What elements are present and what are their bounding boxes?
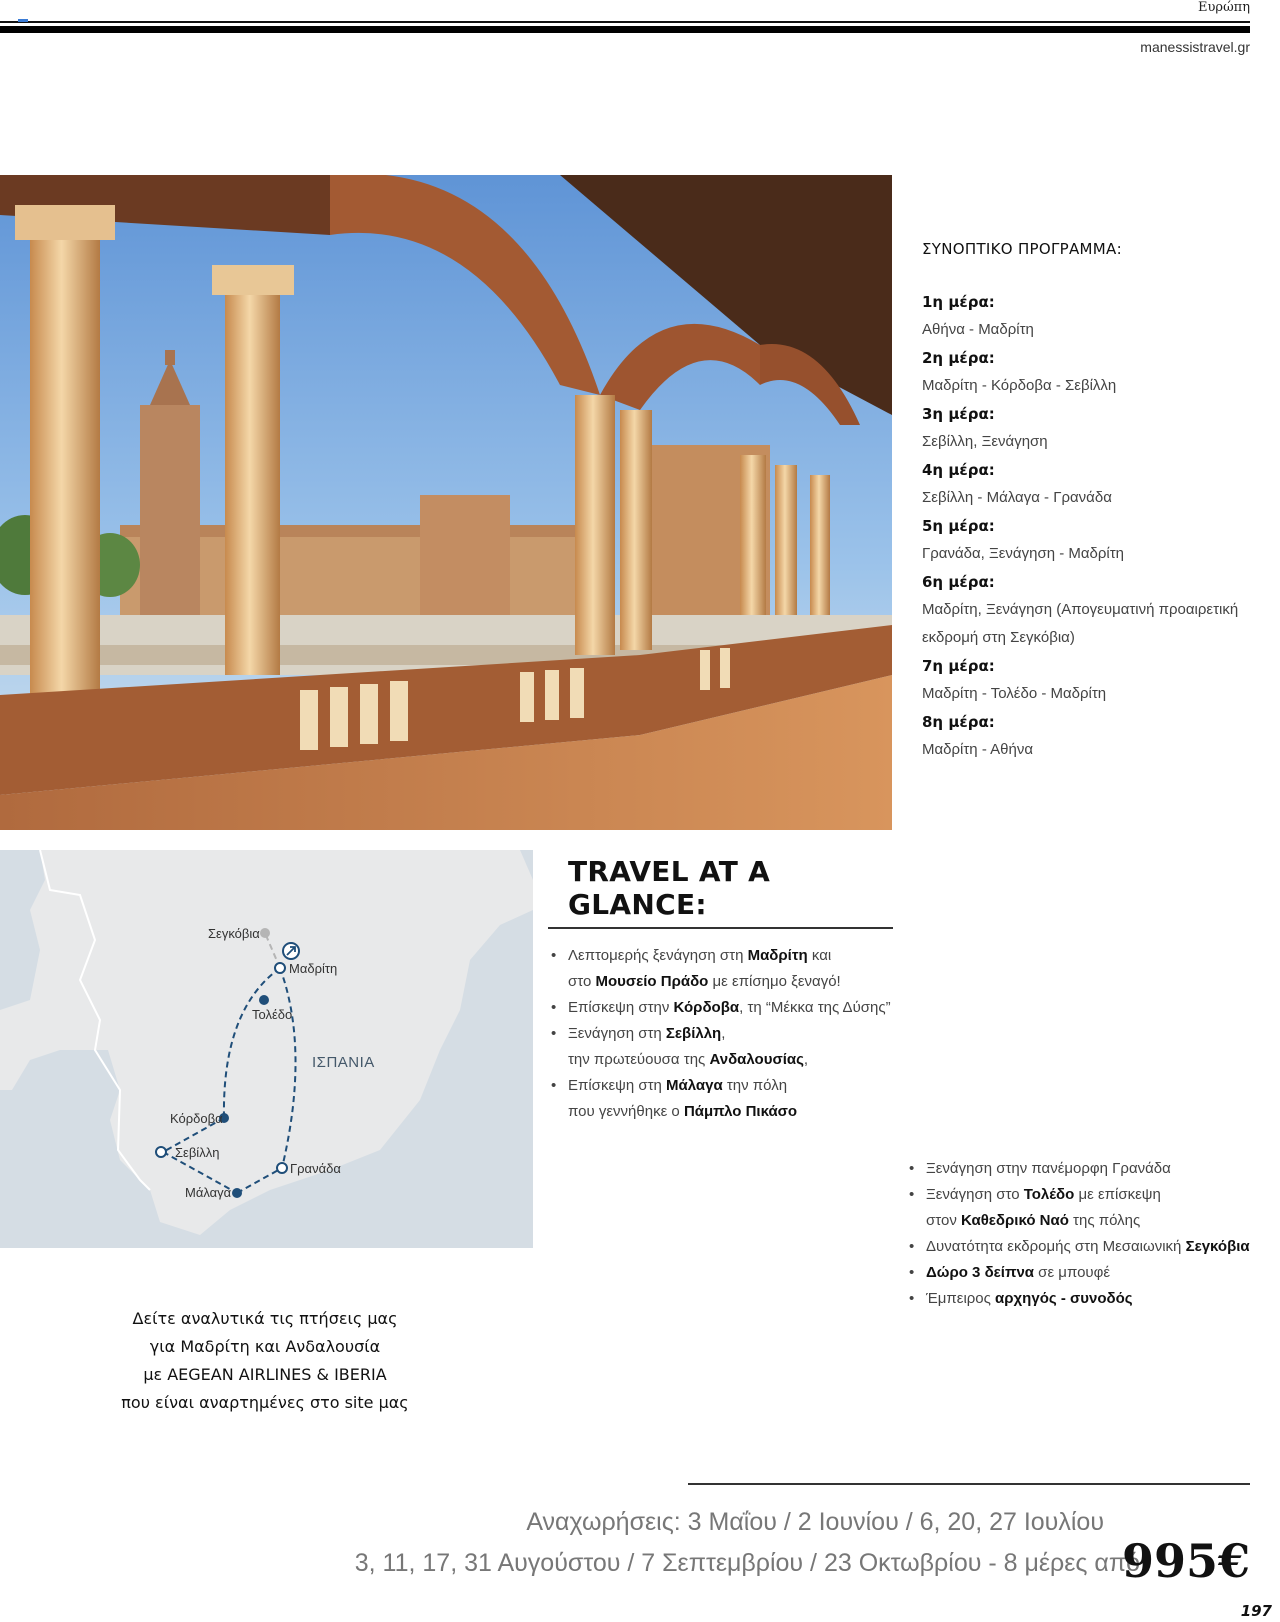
program-days — [922, 288, 1262, 764]
header-rule-thin — [0, 21, 1250, 23]
glance-text: Σεγκόβια — [1185, 1238, 1250, 1255]
travel-at-a-glance-continued — [906, 1142, 1266, 1312]
glance-text: Κόρδοβα — [673, 999, 740, 1016]
label-malaga: Μάλαγα — [185, 1185, 232, 1200]
glance-text: που γεννήθηκε ο — [568, 1103, 684, 1120]
glance-text: Μάλαγα — [666, 1077, 723, 1094]
day-route: Σεβίλλη - Μάλαγα - Γρανάδα — [922, 489, 1112, 506]
day-label: 5η μέρα: — [922, 517, 995, 535]
day-route: Σεβίλλη, Ξενάγηση — [922, 433, 1048, 450]
departures-line-2: 3, 11, 17, 31 Αυγούστου / 7 Σεπτεμβρίου / 23 Οκτωβρίου - 8 μέρες από — [354, 1549, 1140, 1577]
day-label: 2η μέρα: — [922, 349, 995, 367]
label-granada: Γρανάδα — [290, 1161, 341, 1176]
day-route: Μαδρίτη - Τολέδο - Μαδρίτη — [922, 685, 1107, 702]
glance-item — [906, 1182, 1266, 1234]
glance-text: Καθεδρικό Ναό — [960, 1212, 1069, 1229]
day-label: 3η μέρα: — [922, 405, 995, 423]
label-cordoba: Κόρδοβα — [170, 1111, 223, 1126]
header-accent — [18, 19, 28, 22]
program-title: ΣΥΝΟΠΤΙΚΟ ΠΡΟΓΡΑΜΜΑ: — [922, 240, 1122, 258]
price: 995€ — [1121, 1534, 1250, 1588]
departures-rule — [688, 1483, 1250, 1485]
day-route: Αθήνα - Μαδρίτη — [922, 321, 1034, 338]
glance-text: και — [807, 947, 832, 964]
travel-at-a-glance — [548, 855, 893, 1125]
header-rule-thick — [0, 26, 1250, 33]
label-segovia: Σεγκόβια — [208, 926, 260, 941]
glance-text: Δυνατότητα εκδρομής στη Μεσαιωνική — [926, 1238, 1186, 1255]
glance-text: Τολέδο — [1023, 1186, 1075, 1203]
glance-text: στον — [926, 1212, 961, 1229]
day-label: 8η μέρα: — [922, 713, 995, 731]
glance-text: , τη “Μέκκα της Δύσης” — [739, 999, 891, 1016]
segovia-dot — [260, 928, 270, 938]
seville-dot — [156, 1147, 166, 1157]
glance-text: στο — [568, 973, 596, 990]
flights-note-line: με AEGEAN AIRLINES & IBERIA — [143, 1365, 387, 1384]
flights-note-line: Δείτε αναλυτικά τις πτήσεις μας — [132, 1309, 398, 1328]
label-seville: Σεβίλλη — [175, 1145, 220, 1160]
site-url[interactable]: manessistravel.gr — [1140, 39, 1250, 55]
flights-note-line: για Μαδρίτη και Ανδαλουσία — [149, 1337, 381, 1356]
day-route: Γρανάδα, Ξενάγηση - Μαδρίτη — [922, 545, 1125, 562]
glance-text: Μαδρίτη — [747, 947, 808, 964]
glance-list-2 — [906, 1156, 1266, 1312]
label-country: ΙΣΠΑΝΙΑ — [312, 1054, 375, 1071]
glance-text: με επίσημο ξεναγό! — [708, 973, 841, 990]
label-madrid: Μαδρίτη — [289, 961, 338, 976]
glance-item — [548, 943, 893, 995]
glance-list-1 — [548, 943, 893, 1125]
toledo-dot — [259, 995, 269, 1005]
day-label: 6η μέρα: — [922, 573, 995, 591]
flights-note-line: που είναι αναρτημένες στο site μας — [121, 1393, 409, 1412]
day-label: 4η μέρα: — [922, 461, 995, 479]
glance-text: με επίσκεψη — [1074, 1186, 1161, 1203]
day-route: Μαδρίτη - Αθήνα — [922, 741, 1034, 758]
glance-text: Επίσκεψη στην — [568, 999, 674, 1016]
glance-text: , — [803, 1051, 809, 1068]
section-label: Ευρώπη — [1198, 0, 1250, 15]
madrid-dot — [275, 963, 285, 973]
glance-text: Έμπειρος — [926, 1290, 996, 1307]
glance-text: της πόλης — [1068, 1212, 1141, 1229]
glance-item — [906, 1260, 1266, 1286]
malaga-dot — [232, 1188, 242, 1198]
glance-text: σε μπουφέ — [1034, 1264, 1111, 1281]
glance-text: αρχηγός - συνοδός — [995, 1290, 1133, 1307]
glance-text: την πόλη — [722, 1077, 788, 1094]
glance-title: TRAVEL AT A GLANCE: — [548, 855, 893, 929]
glance-text: Ξενάγηση στο — [926, 1186, 1024, 1203]
glance-item — [906, 1234, 1266, 1260]
hero-photo — [0, 175, 892, 830]
day-route: Μαδρίτη - Κόρδοβα - Σεβίλλη — [922, 377, 1117, 394]
flights-note — [110, 1305, 420, 1417]
glance-text: Ξενάγηση στην πανέμορφη Γρανάδα — [926, 1160, 1171, 1177]
granada-dot — [277, 1163, 287, 1173]
glance-text: Σεβίλλη — [665, 1025, 722, 1042]
glance-text: την πρωτεύουσα της — [568, 1051, 710, 1068]
glance-item — [548, 1073, 893, 1125]
day-label: 7η μέρα: — [922, 657, 995, 675]
departures-line-1: Αναχωρήσεις: 3 Μαΐου / 2 Ιουνίου / 6, 20, 27 Ιουλίου — [526, 1508, 1104, 1536]
glance-item — [548, 1021, 893, 1073]
glance-item — [906, 1156, 1266, 1182]
glance-text: Πάμπλο Πικάσο — [683, 1103, 798, 1120]
glance-text: Ανδαλουσίας — [709, 1051, 804, 1068]
glance-item — [906, 1286, 1266, 1312]
glance-text: Επίσκεψη στη — [568, 1077, 667, 1094]
airplane-icon — [283, 943, 299, 959]
day-label: 1η μέρα: — [922, 293, 995, 311]
glance-text: Ξενάγηση στη — [568, 1025, 666, 1042]
day-route: Μαδρίτη, Ξενάγηση (Απογευματινή προαιρετική εκδρομή στη Σεγκόβια) — [922, 601, 1239, 646]
program-summary — [922, 240, 1262, 764]
page-number: 197 — [1240, 1602, 1272, 1620]
glance-text: , — [721, 1025, 726, 1042]
glance-text: Μουσείο Πράδο — [595, 973, 709, 990]
label-toledo: Τολέδο — [252, 1007, 293, 1022]
glance-text: Λεπτομερής ξενάγηση στη — [568, 947, 748, 964]
route-map — [0, 850, 533, 1248]
glance-text: Δώρο 3 δείπνα — [926, 1264, 1035, 1281]
glance-item — [548, 995, 893, 1021]
